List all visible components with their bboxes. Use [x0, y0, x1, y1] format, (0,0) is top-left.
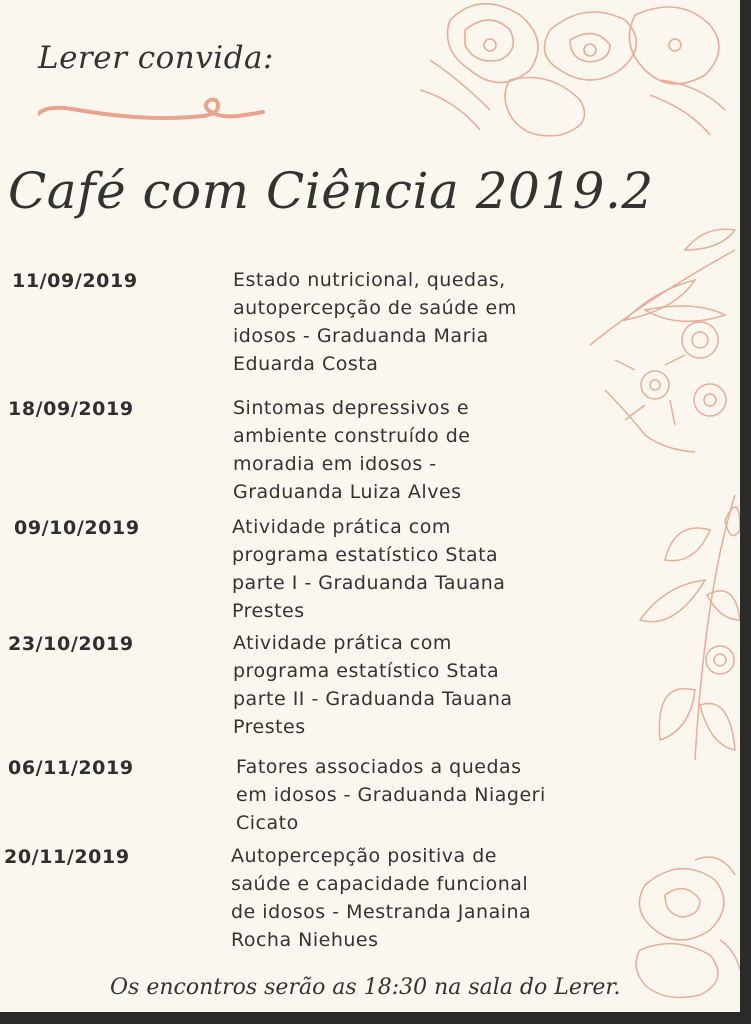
- event-description: Atividade prática com programa estatístico Stata parte II - Graduanda Tauana Prestes: [233, 632, 513, 738]
- invite-text: Lerer convida:: [38, 40, 274, 76]
- swirl-flourish-icon: [38, 96, 268, 132]
- event-date: 20/11/2019: [4, 846, 130, 868]
- event-date: 23/10/2019: [8, 633, 134, 655]
- photo-border-right: [740, 0, 751, 1024]
- event-date: 18/09/2019: [8, 398, 134, 420]
- event-date: 11/09/2019: [12, 270, 138, 292]
- photo-border-bottom: [0, 1012, 751, 1024]
- event-description: Sintomas depressivos e ambiente construído de moradia em idosos - Graduanda Luiza Alves: [233, 397, 471, 503]
- flower-mid-right-icon: [635, 490, 740, 770]
- event-description: Atividade prática com programa estatístico Stata parte I - Graduanda Tauana Prestes: [232, 516, 506, 622]
- event-description: Estado nutricional, quedas, autopercepção de saúde em idosos - Graduanda Maria Eduarda Costa: [233, 269, 517, 375]
- poster-title: Café com Ciência 2019.2: [8, 162, 654, 220]
- flower-right-icon: [585, 220, 740, 460]
- flower-top-icon: [410, 0, 740, 145]
- event-description: Autopercepção positiva de saúde e capacidade funcional de idosos - Mestranda Janaina Rocha Niehues: [231, 845, 532, 951]
- event-date: 06/11/2019: [8, 757, 134, 779]
- event-description: Fatores associados a quedas em idosos - Graduanda Niageri Cicato: [236, 756, 546, 834]
- flower-bottom-right-icon: [625, 855, 740, 1005]
- footer-note: Os encontros serão as 18:30 na sala do Lerer.: [110, 975, 621, 1000]
- event-date: 09/10/2019: [14, 517, 140, 539]
